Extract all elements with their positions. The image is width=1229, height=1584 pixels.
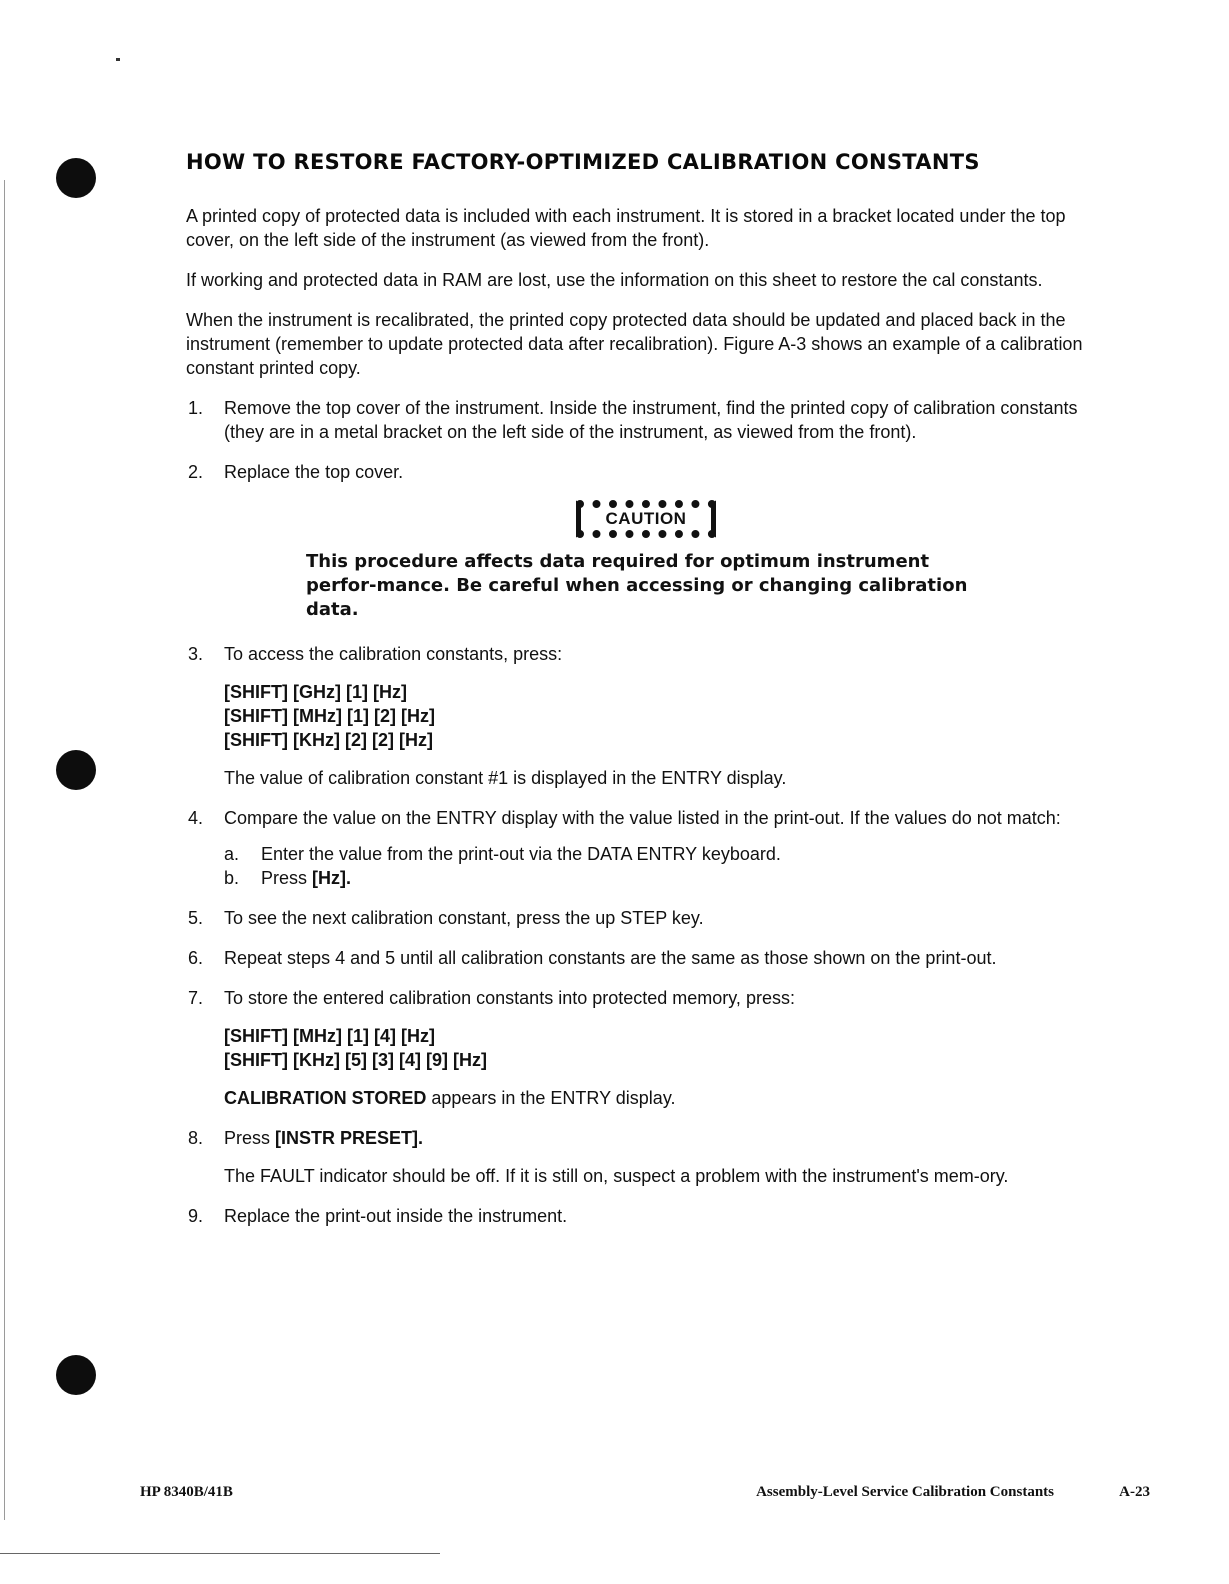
scan-edge-line — [4, 180, 5, 1520]
status-message: CALIBRATION STORED — [224, 1088, 427, 1108]
substep-text: Enter the value from the print-out via the DATA ENTRY keyboard. — [261, 844, 781, 864]
substep-a — [224, 842, 1101, 866]
step-2 — [186, 460, 1101, 484]
binder-hole-bottom — [56, 1355, 96, 1395]
status-message-rest: appears in the ENTRY display. — [426, 1088, 676, 1108]
step-note — [224, 1086, 1101, 1110]
step-text: Compare the value on the ENTRY display with the value listed in the print-out. If the values do not match: — [224, 808, 1061, 828]
key-sequence — [224, 1024, 1101, 1072]
step-5 — [186, 906, 1101, 930]
substep-key: [Hz]. — [312, 868, 352, 888]
substep-b — [224, 866, 1101, 890]
procedure-steps-continued — [186, 642, 1101, 1228]
step-text: Remove the top cover of the instrument. Inside the instrument, find the printed copy of calibration constants (they are in a metal bracket on the left side of the instrument, as viewed from the front). — [224, 398, 1078, 442]
caution-block — [306, 500, 986, 622]
footer-section-title: Assembly-Level Service Calibration Constants — [756, 1484, 1054, 1500]
step-text: To access the calibration constants, press: — [224, 644, 563, 664]
step-key: [INSTR PRESET]. — [275, 1128, 424, 1148]
step-4 — [186, 806, 1101, 890]
step-text: Replace the print-out inside the instrument. — [224, 1206, 568, 1226]
substeps — [224, 842, 1101, 890]
page-title: HOW TO RESTORE FACTORY-OPTIMIZED CALIBRATION CONSTANTS — [186, 150, 980, 174]
document-page — [186, 150, 1101, 1244]
step-text: To store the entered calibration constants into protected memory, press: — [224, 988, 795, 1008]
key-line: [SHIFT] [KHz] [2] [2] [Hz] — [224, 730, 433, 750]
step-number: 1. — [188, 398, 204, 418]
step-text: Repeat steps 4 and 5 until all calibration constants are the same as those shown on the print-out. — [224, 948, 997, 968]
binder-hole-top — [56, 158, 96, 198]
intro-paragraph-3: When the instrument is recalibrated, the printed copy protected data should be updated and placed back in the instrument (remember to update protected data after recalibration). Figure A-3 shows an example of a calibration constant printed copy. — [186, 310, 1083, 378]
bottom-rule — [0, 1553, 440, 1554]
step-9 — [186, 1204, 1101, 1228]
key-sequence — [224, 680, 1101, 752]
step-note: The value of calibration constant #1 is displayed in the ENTRY display. — [224, 768, 787, 788]
step-number: 5. — [188, 908, 204, 928]
key-line: [SHIFT] [GHz] [1] [Hz] — [224, 682, 407, 702]
step-text-lead: Press — [224, 1128, 271, 1148]
step-number: 7. — [188, 988, 204, 1008]
page-footer — [140, 1484, 1150, 1504]
step-text — [224, 1126, 1101, 1150]
step-number: 4. — [188, 808, 204, 828]
step-8 — [186, 1126, 1101, 1188]
step-3 — [186, 642, 1101, 790]
intro-paragraph-1: A printed copy of protected data is included with each instrument. It is stored in a bracket located under the top cover, on the left side of the instrument (as viewed from the front). — [186, 206, 1066, 250]
step-text: To see the next calibration constant, press the up STEP key. — [224, 908, 704, 928]
footer-model: HP 8340B/41B — [140, 1484, 233, 1500]
substep-label: b. — [224, 868, 240, 888]
caution-text: This procedure affects data required for optimum instrument perfor-mance. Be careful when accessing or changing calibration data. — [306, 551, 968, 620]
step-number: 8. — [188, 1128, 204, 1148]
procedure-steps — [186, 396, 1101, 484]
step-note: The FAULT indicator should be off. If it is still on, suspect a problem with the instrument's mem-ory. — [224, 1166, 1009, 1186]
substep-label: a. — [224, 844, 240, 864]
step-6 — [186, 946, 1101, 970]
key-line: [SHIFT] [MHz] [1] [4] [Hz] — [224, 1026, 435, 1046]
intro-paragraph-2: If working and protected data in RAM are lost, use the information on this sheet to restore the cal constants. — [186, 270, 1043, 290]
step-number: 6. — [188, 948, 204, 968]
key-line: [SHIFT] [KHz] [5] [3] [4] [9] [Hz] — [224, 1050, 487, 1070]
step-7 — [186, 986, 1101, 1110]
step-number: 3. — [188, 644, 204, 664]
step-text: Replace the top cover. — [224, 462, 404, 482]
step-1 — [186, 396, 1101, 444]
step-number: 9. — [188, 1206, 204, 1226]
substep-text: Press — [261, 868, 308, 888]
caution-label: CAUTION — [576, 500, 716, 538]
scan-speck — [116, 58, 120, 61]
binder-hole-middle — [56, 750, 96, 790]
footer-page-number: A-23 — [1119, 1484, 1150, 1500]
key-line: [SHIFT] [MHz] [1] [2] [Hz] — [224, 706, 435, 726]
step-number: 2. — [188, 462, 204, 482]
